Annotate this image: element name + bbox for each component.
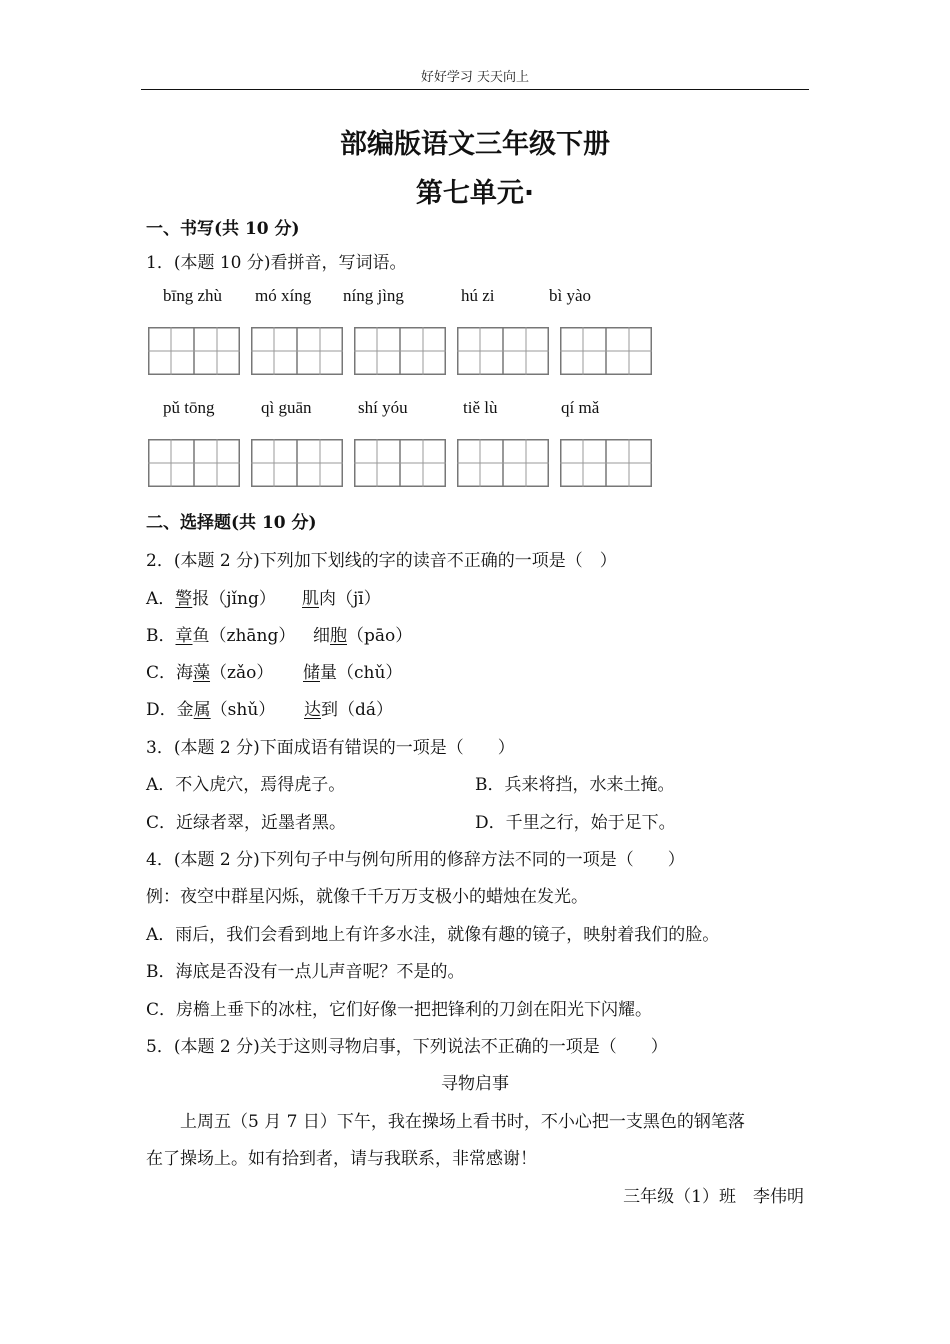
writing-grid-box[interactable] <box>148 327 240 375</box>
page-title: 部编版语文三年级下册 <box>340 129 610 160</box>
question-3-option-c[interactable]: C．近绿者翠，近墨者黑。 <box>146 813 347 833</box>
writing-grid-box[interactable] <box>354 439 446 487</box>
question-4-stem: 4．(本题 2 分)下列句子中与例句所用的修辞方法不同的一项是（ ） <box>146 850 685 870</box>
section-2-heading: 二、选择题(共 10 分) <box>146 513 317 533</box>
question-2-option-c-word2: 储量（chǔ） <box>303 663 403 683</box>
question-5-stem: 5．(本题 2 分)关于这则寻物启事，下列说法不正确的一项是（ ） <box>146 1037 668 1057</box>
pinyin-label: níng jìng <box>343 286 404 305</box>
question-4-example: 例：夜空中群星闪烁，就像千千万万支极小的蜡烛在发光。 <box>146 887 588 907</box>
writing-grid-box[interactable] <box>354 327 446 375</box>
pinyin-label: bīng zhù <box>163 286 223 305</box>
pinyin-label: qì guān <box>261 398 312 417</box>
question-2-option-b-word2: 细胞（pāo） <box>313 626 413 646</box>
pinyin-label: mó xíng <box>255 286 312 305</box>
question-3-stem: 3．(本题 2 分)下面成语有错误的一项是（ ） <box>146 738 515 758</box>
question-4-option-c[interactable]: C．房檐上垂下的冰柱，它们好像一把把锋利的刀剑在阳光下闪耀。 <box>146 1000 653 1020</box>
question-2-option-a[interactable]: A．警报（jǐng） <box>146 589 276 609</box>
pinyin-label: tiě lù <box>463 398 498 417</box>
writing-grid-box[interactable] <box>560 439 652 487</box>
question-2-option-b[interactable]: B．章鱼（zhāng） <box>146 626 296 646</box>
pinyin-label: pǔ tōng <box>163 398 215 417</box>
question-3-option-b[interactable]: B．兵来将挡，水来土掩。 <box>475 775 675 795</box>
question-1-stem: 1．(本题 10 分)看拼音，写词语。 <box>146 253 407 273</box>
question-4-option-b[interactable]: B．海底是否没有一点儿声音呢？不是的。 <box>146 962 465 982</box>
writing-grid-box[interactable] <box>251 439 343 487</box>
question-2-option-d-word2: 达到（dá） <box>304 700 394 720</box>
notice-body-line-1: 上周五（5 月 7 日）下午，我在操场上看书时，不小心把一支黑色的钢笔落 <box>180 1112 745 1132</box>
question-2-option-d[interactable]: D．金属（shǔ） <box>146 700 276 720</box>
question-2-stem: 2．(本题 2 分)下列加下划线的字的读音不正确的一项是（ ） <box>146 551 617 571</box>
question-3-option-d[interactable]: D．千里之行，始于足下。 <box>475 813 676 833</box>
pinyin-label: hú zi <box>461 286 495 305</box>
question-2-option-c[interactable]: C．海藻（zǎo） <box>146 663 274 683</box>
notice-body-line-2: 在了操场上。如有拾到者，请与我联系，非常感谢！ <box>146 1149 537 1169</box>
notice-title: 寻物启事 <box>441 1074 509 1094</box>
writing-grid-box[interactable] <box>457 439 549 487</box>
page-header: 好好学习 天天向上 <box>420 70 530 85</box>
writing-grid-box[interactable] <box>560 327 652 375</box>
pinyin-label: qí mǎ <box>561 398 600 417</box>
notice-signature: 三年级（1）班 李伟明 <box>623 1187 804 1207</box>
writing-grid-box[interactable] <box>457 327 549 375</box>
question-2-option-a-word2: 肌肉（jī） <box>302 589 381 609</box>
question-3-option-a[interactable]: A．不入虎穴，焉得虎子。 <box>146 775 346 795</box>
header-divider <box>141 89 809 90</box>
writing-grid-box[interactable] <box>251 327 343 375</box>
question-4-option-a[interactable]: A．雨后，我们会看到地上有许多水洼，就像有趣的镜子，映射着我们的脸。 <box>146 925 720 945</box>
pinyin-label: bì yào <box>549 286 592 305</box>
section-1-heading: 一、书写(共 10 分) <box>146 219 300 239</box>
page-subtitle: 第七单元· <box>415 178 535 209</box>
pinyin-label: shí yóu <box>358 398 408 417</box>
writing-grid-box[interactable] <box>148 439 240 487</box>
